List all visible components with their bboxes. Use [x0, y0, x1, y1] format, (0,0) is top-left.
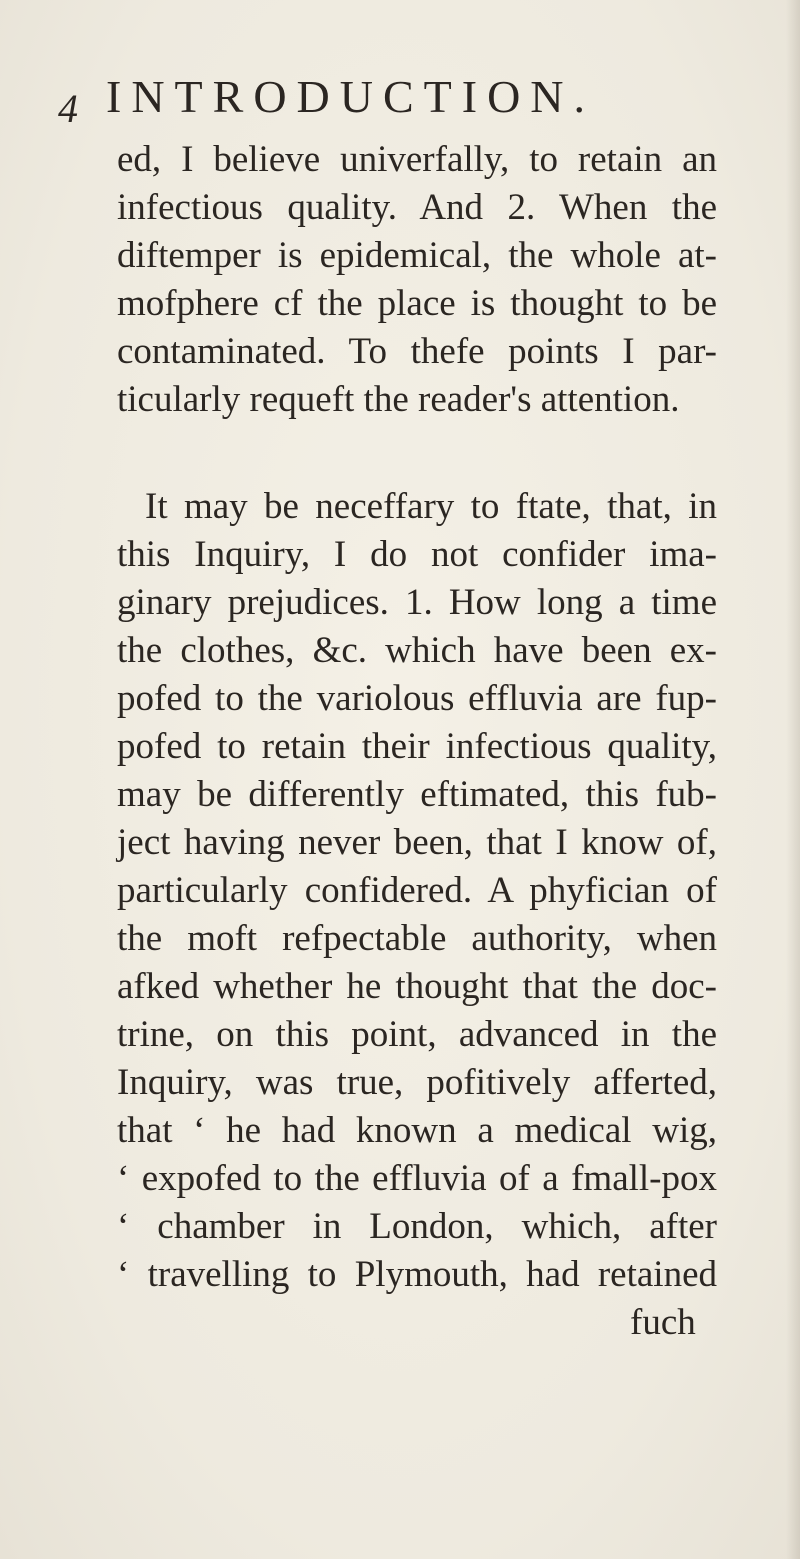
text-line: It may be neceffary to ftate, that, in [145, 486, 717, 527]
text-line: pofed to the variolous effluvia are fup- [117, 678, 717, 719]
page-header [58, 71, 698, 131]
text-line: ‘ travelling to Plymouth, had retained [117, 1254, 717, 1295]
text-line: ticularly requeft the reader's attention. [117, 379, 680, 420]
text-line: ject having never been, that I know of, [117, 822, 717, 863]
text-line: the clothes, &c. which have been ex- [117, 630, 717, 671]
text-line: ‘ chamber in London, which, after [117, 1206, 717, 1247]
catchword: fuch [630, 1302, 696, 1343]
text-line: ed, I believe univerfally, to retain an [117, 139, 717, 180]
text-line: particularly confidered. A phyfician of [117, 870, 717, 911]
page-edge-shadow [786, 0, 800, 1559]
text-line: afked whether he thought that the doc- [117, 966, 717, 1007]
text-line: diftemper is epidemical, the whole at- [117, 235, 717, 276]
text-line: trine, on this point, advanced in the [117, 1014, 717, 1055]
text-line: may be differently eftimated, this fub- [117, 774, 717, 815]
text-line: mofphere cf the place is thought to be [117, 283, 717, 324]
running-head: INTRODUCTION. [106, 71, 596, 122]
text-line: Inquiry, was true, pofitively afferted, [117, 1062, 717, 1103]
text-line: this Inquiry, I do not confider ima- [117, 534, 717, 575]
text-line: ‘ expofed to the effluvia of a fmall-pox [117, 1158, 717, 1199]
text-line: infectious quality. And 2. When the [117, 187, 717, 228]
text-line: the moft refpectable authority, when [117, 918, 717, 959]
text-line: pofed to retain their infectious quality, [117, 726, 717, 767]
page-number: 4 [58, 86, 78, 131]
text-line: ginary prejudices. 1. How long a time [117, 582, 717, 623]
text-line: that ‘ he had known a medical wig, [117, 1110, 717, 1151]
text-line: contaminated. To thefe points I par- [117, 331, 717, 372]
